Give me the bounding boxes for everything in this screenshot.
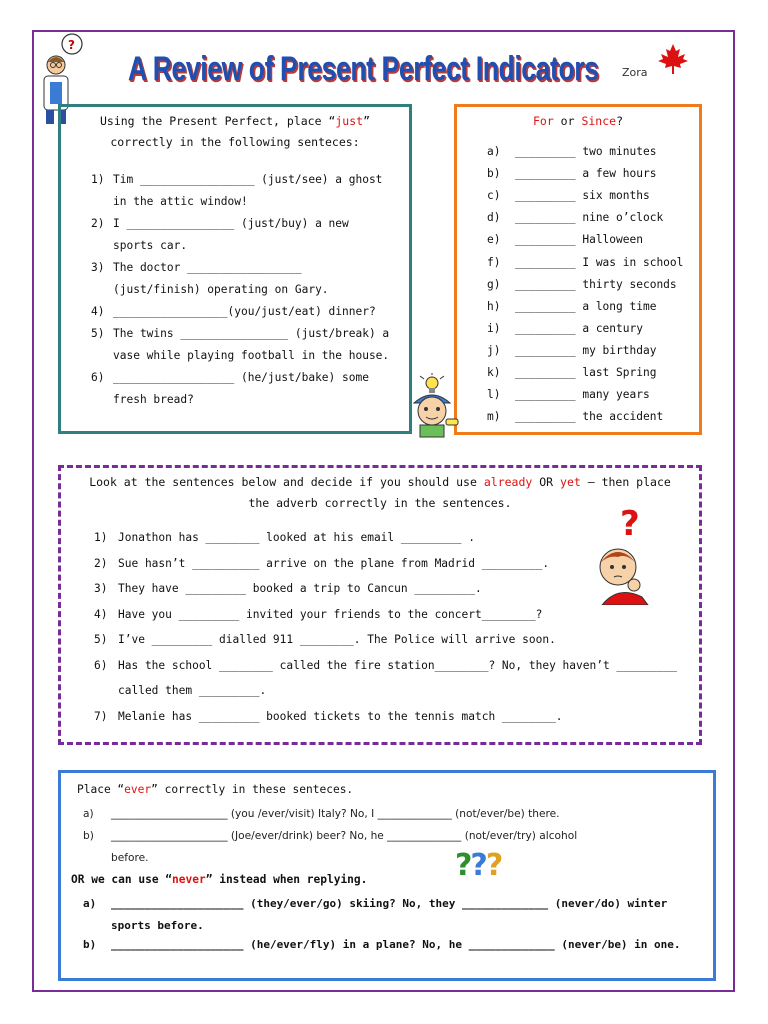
item-letter: m) [487,410,501,424]
ever-item [83,803,560,825]
item-text: ____________________ (he/ever/fly) in a plane? No, he _____________ (never/be) in one. [111,938,681,951]
item-text-line2: called them _________. [118,684,267,697]
for-since-item [487,388,650,401]
for-since-item [487,145,656,158]
item-letter: h) [487,299,501,313]
item-text: _________ thirty seconds [515,277,677,291]
item-letter: l) [487,388,501,402]
item-letter: f) [487,255,501,269]
item-text: _________ the accident [515,410,664,424]
item-letter: g) [487,277,501,291]
or-text: OR [532,475,561,489]
page-title: A Review of Present Perfect Indicators [128,50,599,88]
heading-qmark: ? [616,114,624,128]
item-text: I’ve _________ dialled 911 ________. The Police will arrive soon. [118,633,556,646]
already-keyword: already [483,475,533,489]
just-item [91,169,382,213]
since-keyword: Since [581,114,617,128]
never-item [83,934,681,956]
just-heading-text: Using the Present Perfect, place “ [99,114,336,128]
already-heading-line2: the adverb correctly in the sentences. [248,496,512,510]
item-text: Tim _________________ (just/see) a ghost [113,173,383,186]
for-keyword: For [532,114,554,128]
just-heading-close: ” [363,114,371,128]
just-item [91,257,329,301]
item-number: 1) [91,173,105,186]
item-letter: j) [487,343,501,357]
item-letter: b) [487,167,501,181]
item-number: 2) [94,557,108,570]
item-letter: c) [487,189,501,203]
thinking-person-clipart [592,505,664,605]
for-since-item [487,167,656,180]
just-item [91,301,376,323]
item-number: 7) [94,710,108,723]
just-item [91,213,349,257]
svg-text:?: ? [620,505,640,544]
item-text-line2: in the attic window! [113,195,248,208]
item-letter: a) [487,145,501,158]
item-text: I ________________ (just/buy) a new [113,217,349,230]
item-letter: a) [83,897,97,910]
item-letter: d) [487,211,501,225]
maple-leaf-icon [656,42,690,76]
ever-heading-tail: ” correctly in these senteces. [151,783,354,796]
just-heading-line2: correctly in the following senteces: [110,135,360,149]
item-text: _________ nine o’clock [515,211,664,225]
ever-never-box [58,770,716,981]
item-letter: e) [487,233,501,247]
author-name: Zora [622,66,648,79]
for-since-box [454,104,702,435]
ever-keyword: ever [124,783,152,796]
just-heading [61,111,409,153]
item-text-line2: sports before. [111,919,204,932]
for-since-heading [457,111,699,132]
item-number: 6) [91,371,105,384]
item-text-line2: vase while playing football in the house. [113,349,390,362]
for-since-item [487,278,677,291]
just-keyword: just [335,114,364,128]
just-item [91,367,369,411]
item-number: 6) [94,659,108,672]
for-since-item [487,300,656,313]
item-text: Has the school ________ called the fire station________? No, they haven’t _________ [118,659,678,672]
for-since-item [487,344,656,357]
just-exercise-box [58,104,412,434]
item-text: _________ I was in school [515,255,684,269]
svg-text:?: ? [68,38,75,52]
for-since-item [487,256,683,269]
qmark-blue: ? [470,848,486,883]
item-letter: b) [83,830,94,842]
for-since-item [487,322,643,335]
item-text: _________ Halloween [515,233,643,247]
item-text: _________ a long time [515,299,657,313]
or-text: or [553,114,582,128]
item-text: ____________________ (they/ever/go) skiing? No, they _____________ (never/do) winter [111,897,668,910]
qmark-yellow: ? [485,848,502,883]
item-number: 4) [94,608,108,621]
item-text: _________ a few hours [515,167,657,181]
item-text-line2: before. [111,852,149,864]
already-yet-item [94,525,475,550]
item-text: __________________ (he/just/bake) some [113,371,369,384]
never-heading-text: OR we can use “ [71,873,173,886]
item-text: _________ many years [515,388,650,402]
never-heading [71,873,367,886]
item-number: 4) [91,305,105,318]
kid-lightbulb-clipart [404,373,464,439]
qmark-green: ? [455,848,471,883]
already-yet-item [94,576,482,601]
item-text: The twins ________________ (just/break) a [113,327,390,340]
yet-keyword: yet [560,475,581,489]
item-text: _________ a century [515,321,643,335]
item-text: Have you _________ invited your friends to the concert________? [118,608,543,621]
item-text: _________ last Spring [515,366,657,379]
for-since-item [487,366,656,379]
item-number: 5) [91,327,105,340]
item-text-line2: fresh bread? [113,393,194,406]
already-yet-item [94,602,542,627]
item-text: _________ two minutes [515,145,657,158]
item-text: Melanie has _________ booked tickets to the tennis match ________. [118,710,563,723]
ever-heading-text: Place “ [77,783,125,796]
already-heading-tail: – then place [580,475,671,489]
item-text: ______________________ (you /ever/visit) Italy? No, I ______________ (not/ever/be) there. [111,808,560,820]
item-number: 2) [91,217,105,230]
item-text: Sue hasn’t __________ arrive on the plane from Madrid _________. [118,557,550,570]
item-text: ______________________ (Joe/ever/drink) beer? No, he ______________ (not/ever/try) alcohol [111,830,578,842]
already-yet-item [94,653,677,703]
ever-item [83,825,577,869]
item-letter: k) [487,366,501,379]
already-heading-text: Look at the sentences below and decide if you should use [89,475,484,489]
item-number: 5) [94,633,108,646]
item-text: Jonathon has ________ looked at his email _________ . [118,531,475,544]
never-keyword: never [172,873,206,886]
item-number: 1) [94,531,108,544]
for-since-item [487,189,650,202]
item-text: The doctor _________________ [113,261,302,274]
for-since-item [487,233,643,246]
item-text: _________ six months [515,189,650,203]
item-letter: i) [487,321,501,335]
question-marks-clipart [455,848,501,883]
item-number: 3) [91,261,105,274]
item-number: 3) [94,582,108,595]
never-item [83,893,667,937]
item-text: _________________(you/just/eat) dinner? [113,305,376,318]
already-yet-item [94,551,549,576]
never-heading-tail: ” instead when replying. [205,873,368,886]
item-text-line2: sports car. [113,239,188,252]
just-item [91,323,389,367]
already-yet-item [94,627,556,652]
item-letter: b) [83,938,97,951]
item-text-line2: (just/finish) operating on Gary. [113,283,329,296]
item-text: They have _________ booked a trip to Cancun _________. [118,582,482,595]
ever-heading [77,783,353,796]
already-yet-item [94,704,563,729]
for-since-item [487,410,663,423]
for-since-item [487,211,663,224]
item-text: _________ my birthday [515,343,657,357]
item-letter: a) [83,808,94,820]
